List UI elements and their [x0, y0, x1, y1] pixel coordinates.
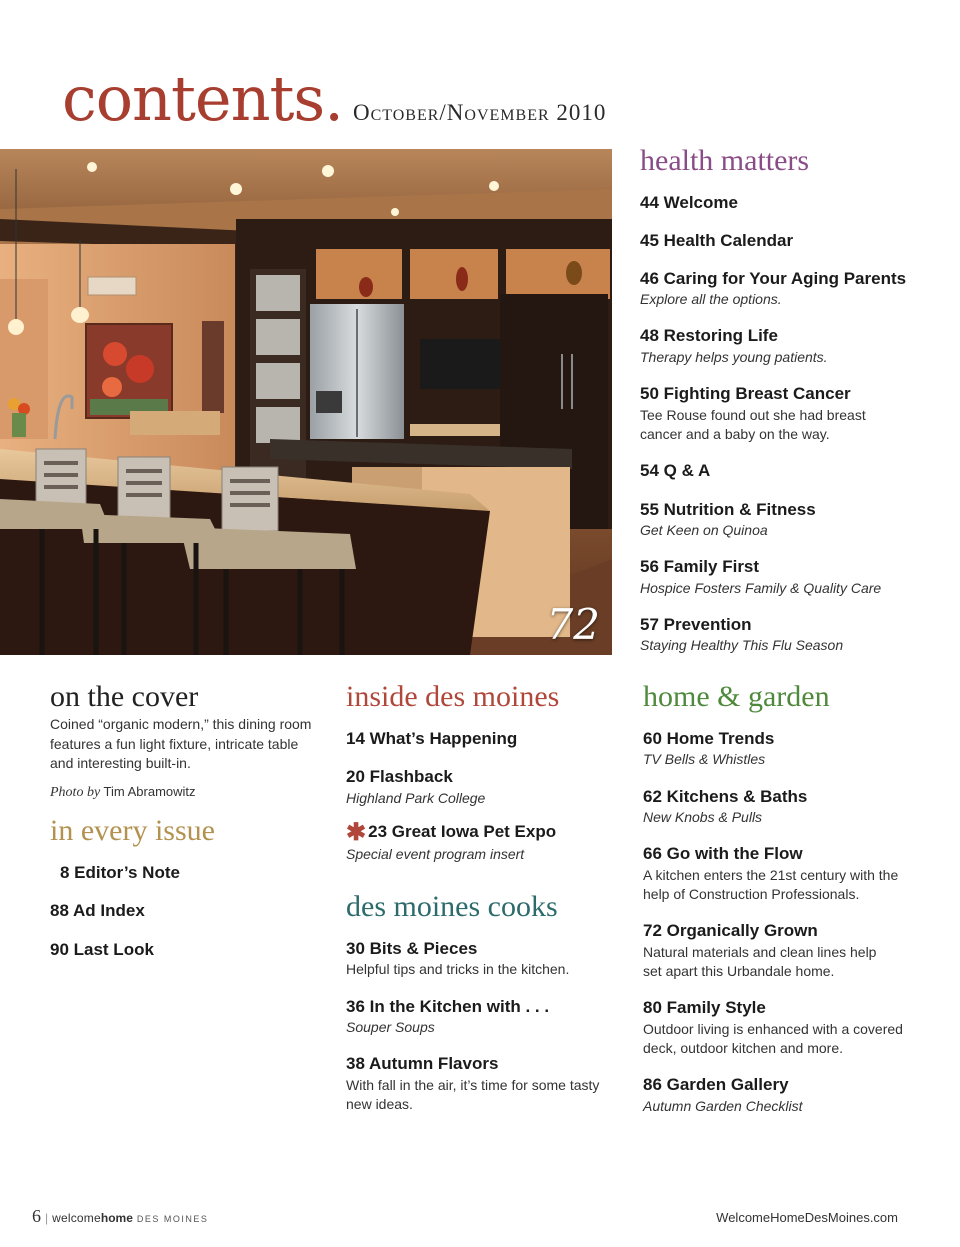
- toc-entry[interactable]: 38 Autumn Flavors With fall in the air, it’s time for some tasty new ideas.: [346, 1054, 600, 1113]
- toc-entry[interactable]: 20 Flashback Highland Park College: [346, 767, 486, 806]
- photo-page-number: 72: [546, 600, 600, 649]
- page-header: [62, 62, 607, 135]
- on-the-cover-section: [50, 680, 330, 801]
- toc-entry[interactable]: 8 Editor’s Note: [60, 863, 180, 882]
- toc-entry[interactable]: ✱ 23 Great Iowa Pet Expo Special event program insert: [346, 819, 557, 862]
- footer-page-number: 6: [32, 1206, 41, 1226]
- footer-folio: [32, 1206, 208, 1227]
- home-and-garden-heading: home & garden: [643, 680, 830, 713]
- toc-entry[interactable]: 54 Q & A: [640, 461, 711, 481]
- toc-entry[interactable]: 60 Home Trends TV Bells & Whistles: [643, 729, 775, 768]
- toc-entry[interactable]: 90 Last Look: [50, 939, 154, 959]
- toc-entry[interactable]: 44 Welcome: [640, 193, 738, 212]
- toc-entry[interactable]: 55 Nutrition & Fitness Get Keen on Quinoa: [640, 499, 816, 538]
- page-footer: [32, 1206, 898, 1226]
- toc-entry[interactable]: 57 Prevention Staying Healthy This Flu Season: [640, 615, 844, 654]
- toc-entry[interactable]: 66 Go with the Flow A kitchen enters the 21st century with the help of Construction Professionals.: [643, 844, 899, 903]
- kitchen-illustration: [0, 149, 612, 655]
- toc-entry[interactable]: 45 Health Calendar: [640, 231, 794, 251]
- toc-entry[interactable]: 36 In the Kitchen with . . . Souper Soups: [346, 996, 550, 1036]
- footer-brand-welcome: welcome: [52, 1211, 101, 1225]
- toc-entry[interactable]: 30 Bits & Pieces Helpful tips and tricks in the kitchen.: [346, 939, 570, 978]
- footer-divider: |: [45, 1211, 49, 1225]
- health-matters-heading: health matters: [640, 144, 810, 177]
- issue-date: October/November 2010: [352, 100, 607, 125]
- toc-entry[interactable]: 48 Restoring Life Therapy helps young patients.: [640, 326, 828, 365]
- in-every-issue-section: [50, 814, 330, 960]
- cover-photo: [0, 149, 612, 655]
- des-moines-cooks-heading: des moines cooks: [346, 890, 558, 923]
- footer-url[interactable]: WelcomeHomeDesMoines.com: [716, 1210, 898, 1225]
- page-title: contents.: [62, 62, 343, 135]
- in-every-issue-heading: in every issue: [50, 814, 215, 847]
- health-matters-section: [640, 144, 940, 656]
- toc-entry[interactable]: 56 Family First Hospice Fosters Family & Quality Care: [640, 557, 882, 596]
- footer-brand-city: DES MOINES: [136, 1214, 209, 1224]
- photo-credit: [50, 784, 330, 801]
- cover-description: Coined “organic modern,” this dining room features a fun light fixture, intricate table and interesting built-in.: [50, 716, 312, 772]
- asterisk-icon: ✱: [346, 819, 367, 847]
- inside-des-moines-heading: inside des moines: [346, 680, 560, 713]
- toc-entry[interactable]: 72 Organically Grown Natural materials and clean lines help set apart this Urbandale home.: [643, 921, 877, 980]
- photo-credit-name: Tim Abramowitz: [103, 783, 196, 799]
- toc-entry[interactable]: 88 Ad Index: [50, 901, 145, 921]
- toc-entry[interactable]: 14 What’s Happening: [346, 729, 518, 748]
- des-moines-cooks-section: [346, 890, 626, 1114]
- toc-entry[interactable]: 62 Kitchens & Baths New Knobs & Pulls: [643, 786, 808, 826]
- home-and-garden-section: [643, 680, 913, 1116]
- toc-entry[interactable]: 86 Garden Gallery Autumn Garden Checklist: [643, 1075, 803, 1114]
- on-the-cover-heading: on the cover: [50, 680, 199, 713]
- footer-brand-home: home: [100, 1211, 133, 1225]
- toc-entry[interactable]: 50 Fighting Breast Cancer Tee Rouse found out she had breast cancer and a baby on the way.: [640, 384, 866, 442]
- photo-credit-label: Photo by: [50, 784, 101, 800]
- toc-entry[interactable]: 46 Caring for Your Aging Parents Explore all the options.: [640, 268, 907, 308]
- toc-entry[interactable]: 80 Family Style Outdoor living is enhanced with a covered deck, outdoor kitchen and more.: [643, 998, 903, 1057]
- inside-des-moines-section: [346, 680, 626, 864]
